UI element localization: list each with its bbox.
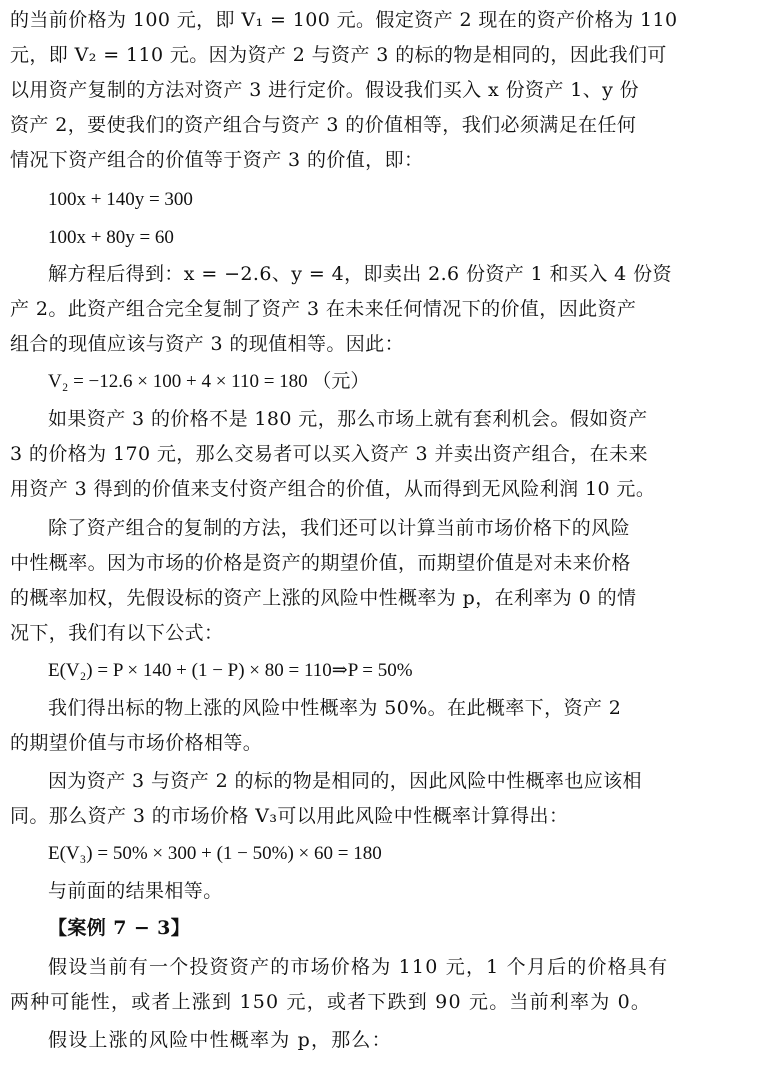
text-line: 用资产 3 得到的价值来支付资产组合的价值，从而得到无风险利润 10 元。 xyxy=(10,478,656,500)
text-line: 的当前价格为 100 元，即 V₁ = 100 元。假定资产 2 现在的资产价格为 110 xyxy=(10,9,678,31)
text-line: 假设上涨的风险中性概率为 p，那么： xyxy=(48,1029,392,1051)
text-line: 以用资产复制的方法对资产 3 进行定价。假设我们买入 x 份资产 1、y 份 xyxy=(10,79,640,101)
text-line: 况下，我们有以下公式： xyxy=(10,622,224,644)
text-line: 两种可能性，或者上涨到 150 元，或者下跌到 90 元。当前利率为 0。 xyxy=(10,991,652,1013)
case-heading: 【案例 7 − 3】 xyxy=(48,917,191,939)
text-line: 元，即 V₂ = 110 元。因为资产 2 与资产 3 的标的物是相同的，因此我们可 xyxy=(10,44,667,66)
equation-line: 100x + 140y = 300 xyxy=(48,189,193,210)
equation-line: E(V₂) = P × 140 + (1 − P) × 80 = 110⇒P = 50% xyxy=(48,660,413,681)
equation-line: 100x + 80y = 60 xyxy=(48,227,174,248)
text-line: 同。那么资产 3 的市场价格 V₃可以用此风险中性概率计算得出： xyxy=(10,805,569,827)
equation-line: V₂ = −12.6 × 100 + 4 × 110 = 180 （元） xyxy=(48,371,370,392)
text-line: 我们得出标的物上涨的风险中性概率为 50%。在此概率下，资产 2 xyxy=(48,697,622,719)
text-line: 如果资产 3 的价格不是 180 元，那么市场上就有套利机会。假如资产 xyxy=(48,408,648,430)
text-line: 与前面的结果相等。 xyxy=(48,880,223,902)
text-line: 产 2。此资产组合完全复制了资产 3 在未来任何情况下的价值，因此资产 xyxy=(10,298,637,320)
text-line: 假设当前有一个投资资产的市场价格为 110 元，1 个月后的价格具有 xyxy=(48,956,669,978)
text-line: 资产 2，要使我们的资产组合与资产 3 的价值相等，我们必须满足在任何 xyxy=(10,114,637,136)
text-line: 的概率加权，先假设标的资产上涨的风险中性概率为 p，在利率为 0 的情 xyxy=(10,587,637,609)
text-line: 除了资产组合的复制的方法，我们还可以计算当前市场价格下的风险 xyxy=(48,517,631,539)
text-line: 组合的现值应该与资产 3 的现值相等。因此： xyxy=(10,333,404,355)
text-line: 情况下资产组合的价值等于资产 3 的价值，即： xyxy=(10,149,424,171)
text-line: 解方程后得到：x = −2.6、y = 4，即卖出 2.6 份资产 1 和买入 4 份资 xyxy=(48,263,672,285)
text-line: 因为资产 3 与资产 2 的标的物是相同的，因此风险中性概率也应该相 xyxy=(48,770,642,792)
text-line: 中性概率。因为市场的价格是资产的期望价值，而期望价值是对未来价格 xyxy=(10,552,631,574)
equation-line: E(V₃) = 50% × 300 + (1 − 50%) × 60 = 180 xyxy=(48,843,382,864)
text-line: 3 的价格为 170 元，那么交易者可以买入资产 3 并卖出资产组合，在未来 xyxy=(10,443,648,465)
text-line: 的期望价值与市场价格相等。 xyxy=(10,732,263,754)
